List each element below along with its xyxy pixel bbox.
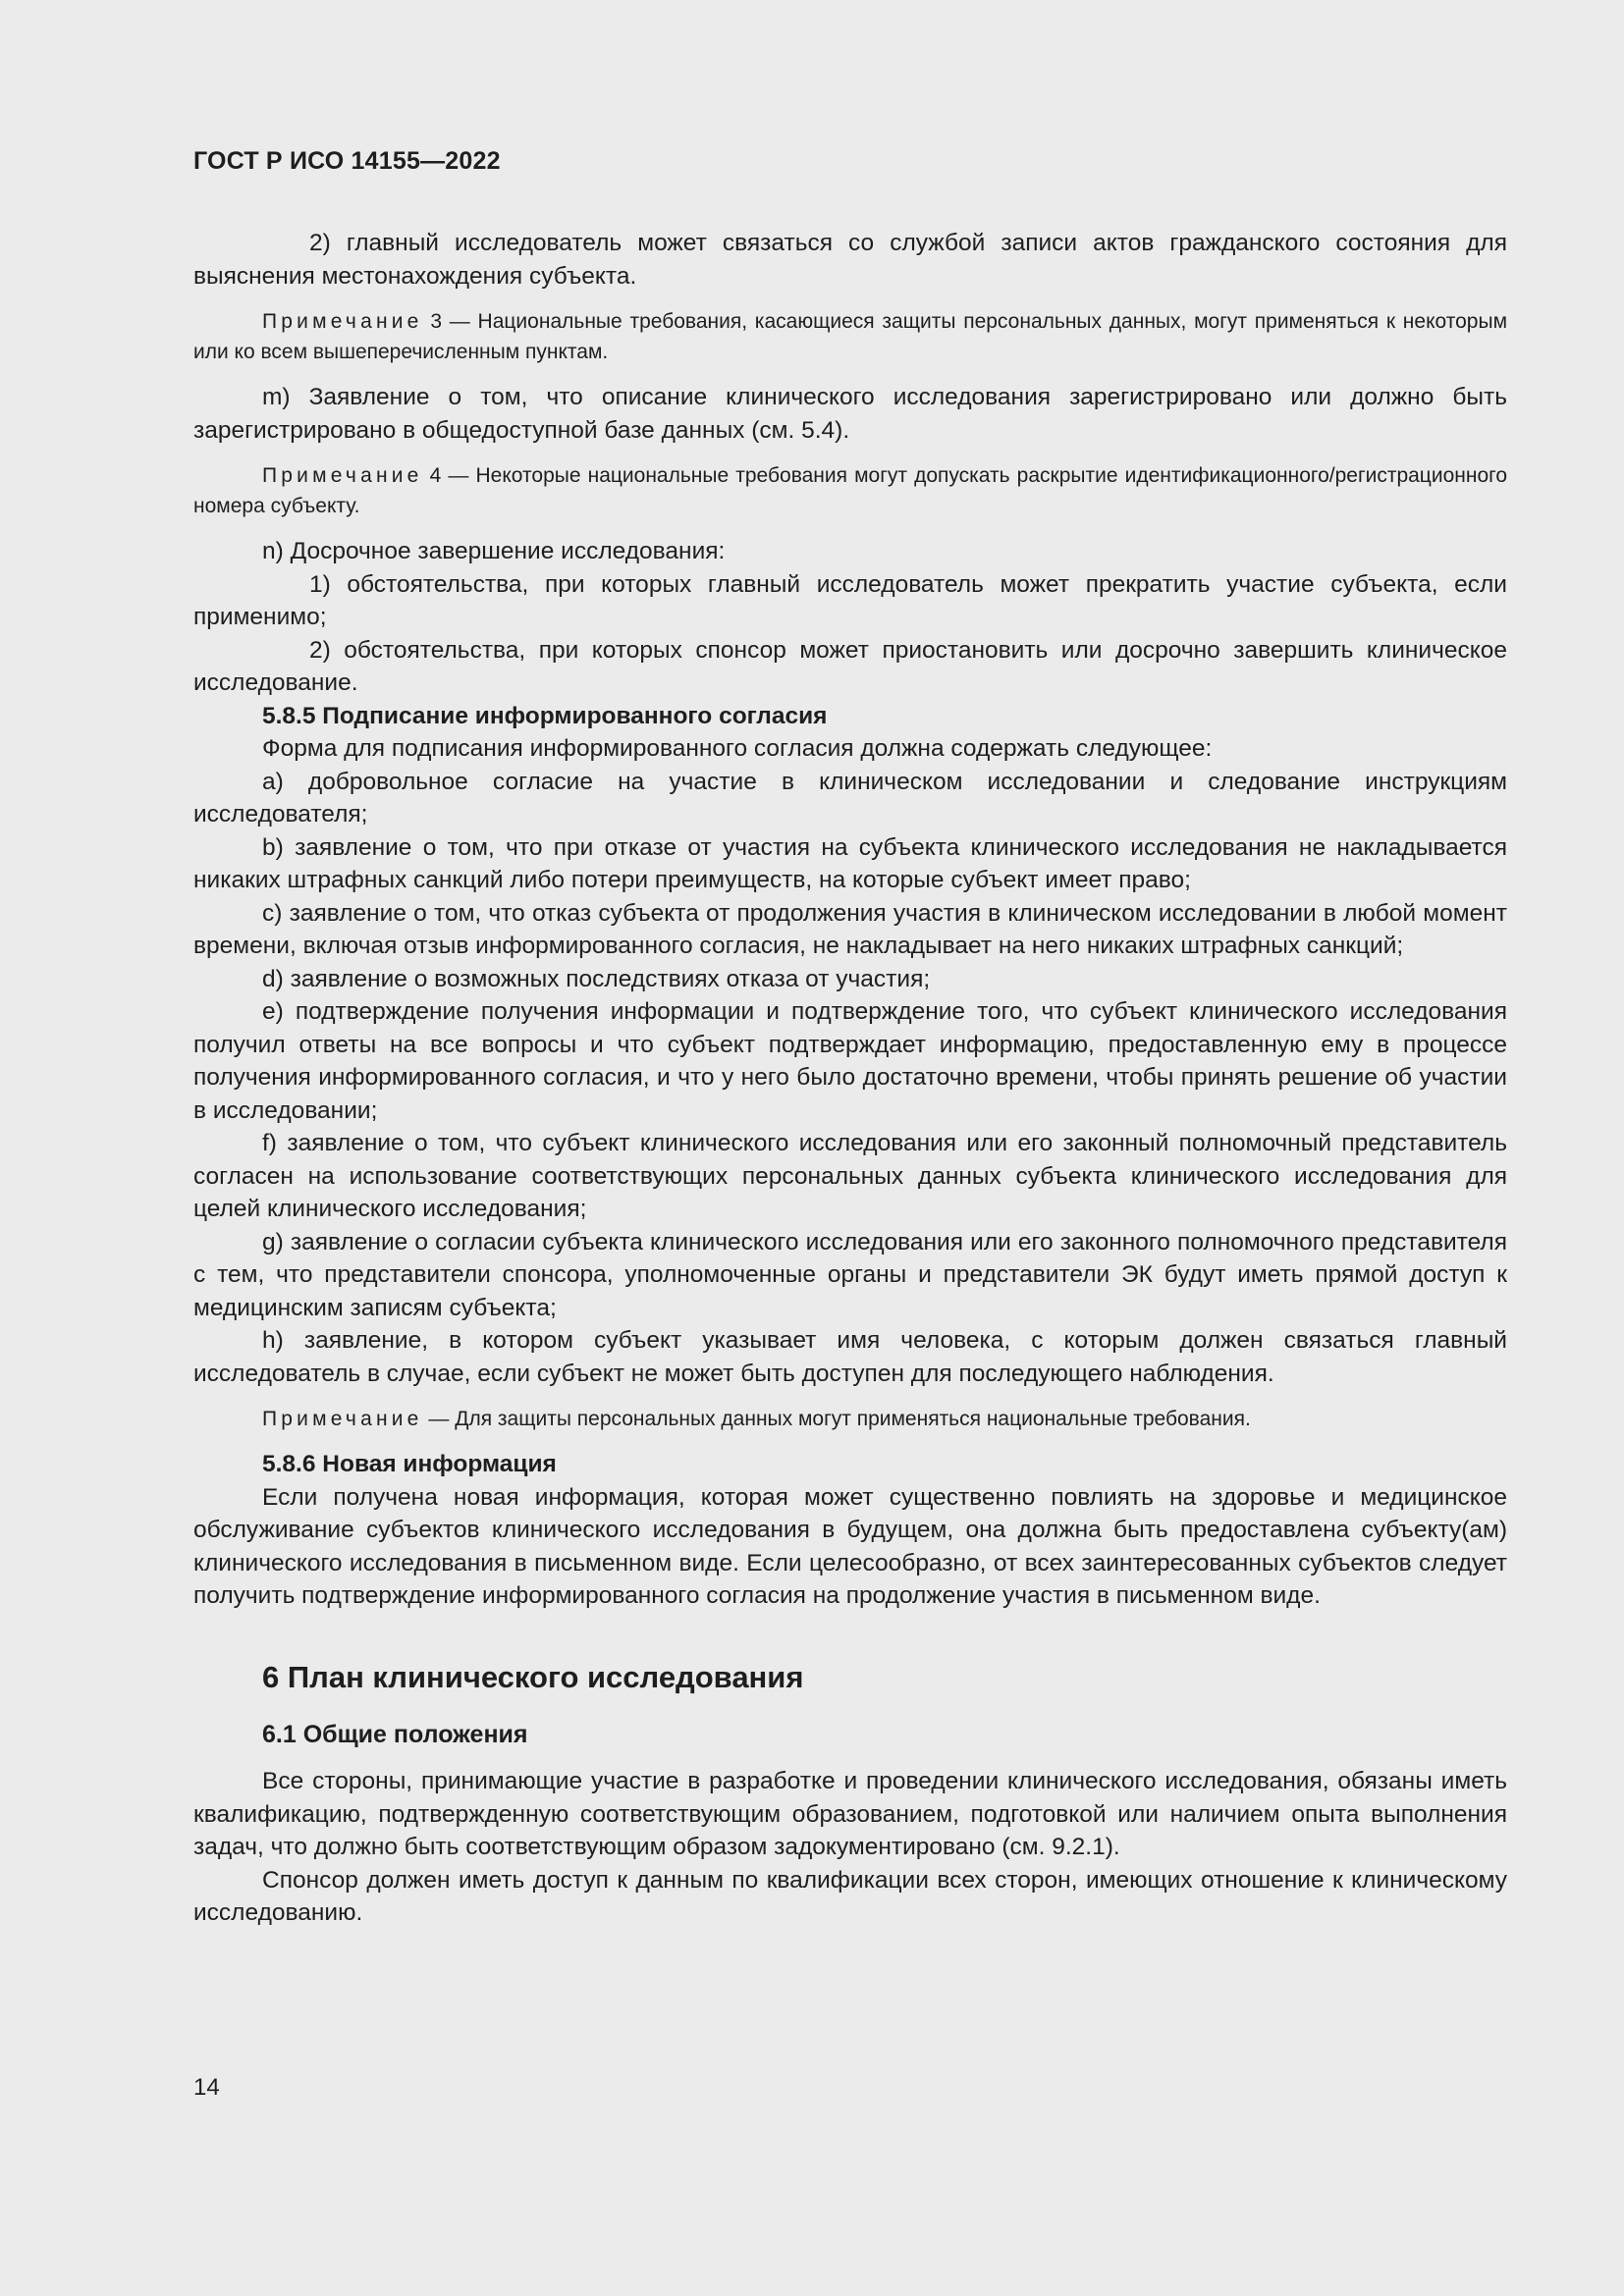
subsection-heading-585: 5.8.5 Подписание информированного согласия <box>262 702 828 729</box>
paragraph-item-d: d) заявление о возможных последствиях отказа от участия; <box>262 965 931 992</box>
note-label: Примечание <box>262 464 423 487</box>
paragraph-all-parties: Все стороны, принимающие участие в разработке и проведении клинического исследования, обязаны иметь квалификацию, подтвержденную соответствующим образованием, подготовкой или наличием опыта выполнения задач, что должно быть соответствующим образом задокументировано (см. 9.2.1). <box>193 1768 1507 1860</box>
document-body <box>193 227 1507 1930</box>
section-heading-6: 6 План клинического исследования <box>262 1659 804 1694</box>
page-number: 14 <box>193 2074 220 2101</box>
subsection-heading-586: 5.8.6 Новая информация <box>262 1451 557 1477</box>
paragraph-form: Форма для подписания информированного согласия должна содержать следующее: <box>262 735 1213 762</box>
paragraph-item-g: g) заявление о согласии субъекта клинического исследования или его законного полномочного представителя с тем, что представители спонсора, уполномоченные органы и представители ЭК будут иметь прямой доступ к медицинским записям субъекта; <box>193 1228 1507 1321</box>
paragraph-new-info: Если получена новая информация, которая может существенно повлиять на здоровье и медицинское обслуживание субъектов клинического исследования в будущем, она должна быть предоставлена субъекту(ам) клинического исследования в письменном виде. Если целесообразно, от всех заинтересованных субъектов следует получить подтверждение информированного согласия на продолжение участия в письменном виде. <box>193 1483 1507 1609</box>
paragraph-item-c: c) заявление о том, что отказ субъекта от продолжения участия в клиническом исследовании в любой момент времени, включая отзыв информированного согласия, не накладывает на него никаких штрафных санкций; <box>193 899 1507 959</box>
note-4 <box>193 460 1507 521</box>
note-text: 3 — Национальные требования, касающиеся защиты персональных данных, могут применяться к некоторым или ко всем вышеперечисленным пунктам. <box>193 310 1507 363</box>
paragraph-item-a: a) добровольное согласие на участие в клиническом исследовании и следование инструкциям исследователя; <box>193 768 1507 828</box>
paragraph-item-h: h) заявление, в котором субъект указывает имя человека, с которым должен связаться главный исследователь в случае, если субъект не может быть доступен для последующего наблюдения. <box>193 1327 1507 1387</box>
note-3 <box>193 306 1507 367</box>
paragraph-item-2: 2) главный исследователь может связаться со службой записи актов гражданского состояния для выяснения местонахождения субъекта. <box>193 230 1507 290</box>
paragraph-item-f: f) заявление о том, что субъект клинического исследования или его законный полномочный представитель согласен на использование соответствующих персональных данных субъекта клинического исследования для целей клинического исследования; <box>193 1130 1507 1222</box>
paragraph-item-m: m) Заявление о том, что описание клинического исследования зарегистрировано или должно быть зарегистрировано в общедоступной базе данных (см. 5.4). <box>193 384 1507 444</box>
note-text: — Для защиты персональных данных могут применяться национальные требования. <box>422 1408 1251 1430</box>
subsection-heading-61: 6.1 Общие положения <box>262 1720 528 1748</box>
paragraph-item-n1: 1) обстоятельства, при которых главный исследователь может прекратить участие субъекта, если применимо; <box>193 570 1507 630</box>
paragraph-sponsor: Спонсор должен иметь доступ к данным по квалификации всех сторон, имеющих отношение к клиническому исследованию. <box>193 1866 1507 1926</box>
note-label: Примечание <box>262 310 423 333</box>
document-header: ГОСТ Р ИСО 14155—2022 <box>193 147 501 175</box>
note-5 <box>193 1404 1507 1434</box>
paragraph-item-b: b) заявление о том, что при отказе от участия на субъекта клинического исследования не накладывается никаких штрафных санкций либо потери преимуществ, на которые субъект имеет право; <box>193 833 1507 893</box>
note-text: 4 — Некоторые национальные требования могут допускать раскрытие идентификационного/регистрационного номера субъекту. <box>193 464 1507 517</box>
paragraph-item-e: e) подтверждение получения информации и подтверждение того, что субъект клинического исследования получил ответы на все вопросы и что субъект подтверждает информацию, предоставленную ему в процессе получения информированного согласия, и что у него было достаточно времени, чтобы принять решение об участии в исследовании; <box>193 998 1507 1124</box>
paragraph-item-n: n) Досрочное завершение исследования: <box>262 538 726 564</box>
note-label: Примечание <box>262 1408 423 1430</box>
paragraph-item-n2: 2) обстоятельства, при которых спонсор может приостановить или досрочно завершить клиническое исследование. <box>193 636 1507 696</box>
